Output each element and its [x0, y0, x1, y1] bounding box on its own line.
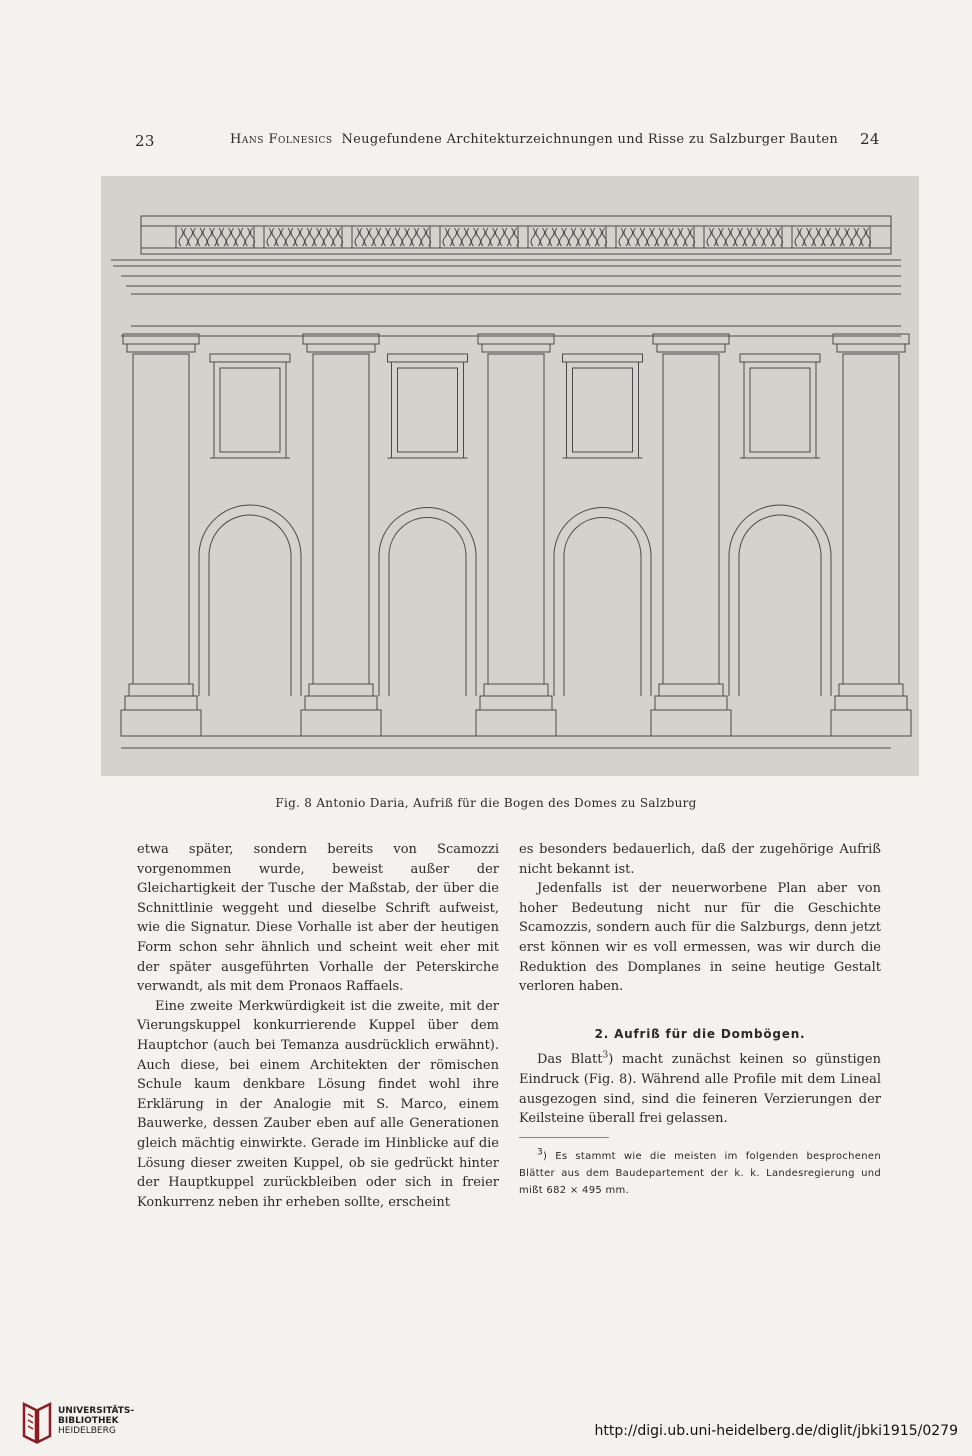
- baluster: [365, 228, 374, 246]
- baluster: [472, 228, 481, 246]
- baluster: [393, 228, 402, 246]
- baluster: [629, 228, 638, 246]
- window-cornice: [210, 354, 290, 362]
- baluster: [443, 228, 452, 246]
- baluster: [491, 228, 500, 246]
- article-title: Neugefundene Architekturzeichnungen und Risse zu Salzburger Bauten: [341, 132, 839, 147]
- baluster: [657, 228, 666, 246]
- library-name: UNIVERSITÄTS- BIBLIOTHEK HEIDELBERG: [58, 1406, 135, 1436]
- baluster: [745, 228, 754, 246]
- baluster: [824, 228, 833, 246]
- arch-inner: [209, 515, 291, 556]
- footnote: $^3$) Es stammt wie die meisten im folgenden besprochenen Blätter aus dem Baudepartement der k. k. Landesregierung und mißt 682 × 495 mm.: [519, 1147, 881, 1196]
- baluster: [277, 228, 286, 246]
- running-title: [230, 132, 838, 147]
- figure-elevation-drawing: [101, 176, 919, 776]
- baluster: [619, 228, 628, 246]
- pilaster-shaft: [313, 354, 369, 684]
- baluster: [805, 228, 814, 246]
- right-column: [519, 840, 881, 1199]
- window-frame: [567, 362, 639, 458]
- baluster: [707, 228, 716, 246]
- pilaster-capital: [127, 344, 195, 352]
- arch-inner: [389, 518, 466, 557]
- pilaster-shaft: [663, 354, 719, 684]
- page-number-left: 23: [135, 132, 155, 150]
- baluster: [510, 228, 519, 246]
- author-name: Hans Folnesics: [230, 132, 333, 147]
- baluster: [550, 228, 559, 246]
- pedestal: [121, 710, 201, 736]
- arch: [729, 505, 831, 556]
- baluster: [638, 228, 647, 246]
- baluster: [286, 228, 295, 246]
- baluster: [795, 228, 804, 246]
- baluster: [560, 228, 569, 246]
- window-frame: [744, 362, 816, 458]
- baluster: [736, 228, 745, 246]
- baluster: [267, 228, 276, 246]
- arch: [554, 508, 651, 557]
- pilaster-base: [839, 684, 903, 696]
- baluster: [412, 228, 421, 246]
- baluster: [198, 228, 207, 246]
- baluster: [569, 228, 578, 246]
- window-pane: [750, 368, 810, 452]
- pilaster-capital: [657, 344, 725, 352]
- baluster: [531, 228, 540, 246]
- baluster: [862, 228, 871, 246]
- elevation-drawing: [101, 176, 919, 776]
- baluster: [579, 228, 588, 246]
- baluster: [296, 228, 305, 246]
- running-header: [0, 130, 972, 154]
- source-url-link[interactable]: http://digi.ub.uni-heidelberg.de/diglit/jbki1915/0279: [594, 1423, 958, 1439]
- window-pane: [398, 368, 458, 452]
- baluster: [324, 228, 333, 246]
- arch-inner: [564, 518, 641, 557]
- window-cornice: [740, 354, 820, 362]
- pilaster-base: [484, 684, 548, 696]
- baluster: [833, 228, 842, 246]
- page-number-right: 24: [860, 130, 880, 148]
- window-pane: [573, 368, 633, 452]
- window-frame: [214, 362, 286, 458]
- pilaster-shaft: [488, 354, 544, 684]
- arch: [379, 508, 476, 557]
- pilaster-capital: [307, 344, 375, 352]
- window-pane: [220, 368, 280, 452]
- baluster: [588, 228, 597, 246]
- left-paragraph-2: Eine zweite Merkwürdigkeit ist die zweite, mit der Vierungskuppel konkurrierende Kuppel über dem Hauptchor (auch bei Temanza ausdrücklich erwähnt). Auch diese, bei einem Architekten der römischen Schule kaum denkbare Lösung findet wohl ihre Erklärung in der Analogie mit S. Marco, einem Bauwerke, dessen Zauber eben auf alle Generationen gleich mächtig einwirkte. Gerade im Hinblicke auf die Lösung dieser zweiten Kuppel, ob sie gedrückt hinter der Hauptkuppel zurückbleiben oder sich in freier Konkurrenz neben ihr erheben sollte, erscheint: [137, 998, 499, 1210]
- baluster: [462, 228, 471, 246]
- pilaster-base: [125, 696, 197, 710]
- baluster: [481, 228, 490, 246]
- baluster: [403, 228, 412, 246]
- baluster: [189, 228, 198, 246]
- baluster: [814, 228, 823, 246]
- figure-caption: Fig. 8 Antonio Daria, Aufriß für die Bogen des Domes zu Salzburg: [275, 796, 697, 810]
- pilaster-base: [129, 684, 193, 696]
- baluster: [208, 228, 217, 246]
- section-title: 2. Aufriß für die Dombögen.: [594, 1026, 806, 1041]
- baluster: [717, 228, 726, 246]
- baluster: [541, 228, 550, 246]
- right-paragraph-2: Jedenfalls ist der neuerworbene Plan aber von hoher Bedeutung nicht nur für die Geschichte Scamozzis, sondern auch für die Salzburgs, denn jetzt erst können wir es voll ermessen, was wir durch die Reduktion des Domplanes in seine heutige Gestalt verloren haben.: [519, 881, 881, 995]
- baluster: [227, 228, 236, 246]
- baluster: [764, 228, 773, 246]
- pilaster-shaft: [843, 354, 899, 684]
- baluster: [852, 228, 861, 246]
- baluster: [453, 228, 462, 246]
- window-cornice: [563, 354, 643, 362]
- pilaster-base: [655, 696, 727, 710]
- pedestal: [651, 710, 731, 736]
- right-paragraph-1: es besonders bedauerlich, daß der zugehörige Aufriß nicht bekannt ist.: [519, 842, 881, 877]
- baluster: [236, 228, 245, 246]
- baluster: [246, 228, 255, 246]
- pedestal: [831, 710, 911, 736]
- pilaster-capital: [837, 344, 905, 352]
- pilaster-base: [480, 696, 552, 710]
- baluster: [384, 228, 393, 246]
- pilaster-base: [659, 684, 723, 696]
- arch-inner: [739, 515, 821, 556]
- baluster: [305, 228, 314, 246]
- baluster: [217, 228, 226, 246]
- baluster: [422, 228, 431, 246]
- library-logo-block[interactable]: [20, 1400, 200, 1450]
- baluster: [843, 228, 852, 246]
- pilaster-base: [309, 684, 373, 696]
- library-logo-icon: [20, 1400, 54, 1446]
- baluster: [500, 228, 509, 246]
- baluster: [648, 228, 657, 246]
- baluster: [686, 228, 695, 246]
- arch: [199, 505, 301, 556]
- footnote-rule: [519, 1137, 609, 1138]
- pilaster-base: [835, 696, 907, 710]
- baluster: [315, 228, 324, 246]
- baluster: [774, 228, 783, 246]
- baluster: [374, 228, 383, 246]
- left-paragraph-1: etwa später, sondern bereits von Scamozzi vorgenommen wurde, beweist außer der Gleichartigkeit der Tusche der Maßstab, der über die Schnittlinie weggeht und dieselbe Schrift aufweist, wie die Signatur. Diese Vorhalle ist aber der heutigen Form schon sehr ähnlich und scheint weit eher mit der später ausgeführten Vorhalle der Peterskirche verwandt, als mit dem Pronaos Raffaels.: [137, 842, 499, 995]
- window-frame: [392, 362, 464, 458]
- baluster: [334, 228, 343, 246]
- pedestal: [476, 710, 556, 736]
- baluster: [755, 228, 764, 246]
- pilaster-capital: [482, 344, 550, 352]
- baluster: [667, 228, 676, 246]
- baluster: [179, 228, 188, 246]
- baluster: [598, 228, 607, 246]
- baluster: [355, 228, 364, 246]
- pilaster-base: [305, 696, 377, 710]
- pilaster-shaft: [133, 354, 189, 684]
- left-column: [137, 840, 499, 1212]
- section-paragraph: Das Blatt$^3$) macht zunächst keinen so günstigen Eindruck (Fig. 8). Während alle Profile mit dem Lineal ausgezogen sind, sind die feineren Verzierungen der Keilsteine überall frei gelassen.: [519, 1051, 881, 1127]
- pedestal: [301, 710, 381, 736]
- window-cornice: [388, 354, 468, 362]
- baluster: [726, 228, 735, 246]
- baluster: [676, 228, 685, 246]
